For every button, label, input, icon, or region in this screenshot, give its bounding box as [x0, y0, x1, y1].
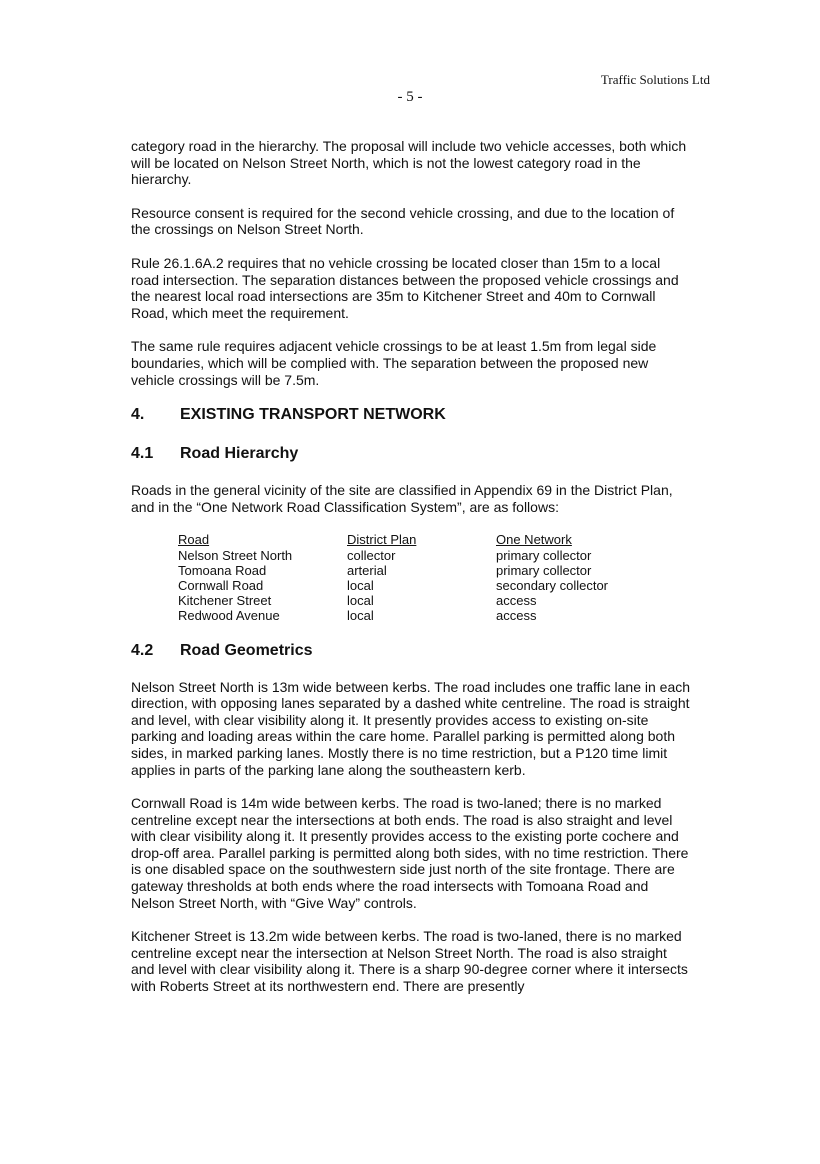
column-header-one-network: One Network [496, 532, 572, 548]
road-hierarchy-table [178, 532, 656, 623]
table-row [178, 608, 656, 623]
table-cell: access [496, 608, 537, 624]
table-cell: local [347, 593, 374, 609]
paragraph: Resource consent is required for the second vehicle crossing, and due to the location of the crossings on Nelson Street North. [131, 204, 675, 238]
table-cell: Cornwall Road [178, 577, 264, 593]
page-number: - 5 - [397, 89, 423, 105]
document-body [131, 138, 691, 1012]
table-row [178, 548, 656, 563]
subsection-number: 4.1 [131, 445, 154, 463]
paragraph: Nelson Street North is 13m wide between kerbs. The road includes one traffic lane in each direction, with opposing lanes separated by a dashed white centreline. The road is straight and level, with clear visibility along it. It presently provides access to existing on-site parking and loading areas within the care home. Parallel parking is permitted along both sides, in marked parking lanes. Mostly there is no time restriction, but a P120 time limit applies in parts of the parking lane along the southeastern kerb. [131, 678, 691, 778]
subsection-heading [131, 444, 691, 464]
company-name: Traffic Solutions Ltd [600, 72, 710, 87]
table-row [178, 593, 656, 608]
table-cell: primary collector [496, 562, 592, 578]
section-title: EXISTING TRANSPORT NETWORK [180, 406, 446, 424]
paragraph: category road in the hierarchy. The proposal will include two vehicle accesses, both which will be located on Nelson Street North, which is not the lowest category road in the hierarchy. [131, 138, 687, 188]
section-number: 4. [131, 406, 145, 424]
table-cell: Nelson Street North [178, 547, 293, 563]
table-cell: Redwood Avenue [178, 608, 280, 624]
subsection-title: Road Hierarchy [180, 445, 299, 463]
subsection-heading [131, 641, 691, 661]
paragraph: Kitchener Street is 13.2m wide between kerbs. The road is two-laned, there is no marked centreline except near the intersection at Nelson Street North. The road is also straight and level with clear visibility along it. There is a sharp 90-degree corner where it intersects with Roberts Street at its northwestern end. There are presently [131, 928, 688, 995]
table-cell: primary collector [496, 547, 592, 563]
table-cell: Tomoana Road [178, 562, 267, 578]
paragraph: The same rule requires adjacent vehicle crossings to be at least 1.5m from legal side boundaries, which will be complied with. The separation between the proposed new vehicle crossings will be 7.5m. [131, 338, 657, 388]
table-cell: Kitchener Street [178, 593, 272, 609]
table-cell: local [347, 608, 374, 624]
column-header-district-plan: District Plan [347, 532, 417, 548]
table-row [178, 578, 656, 593]
table-row [178, 563, 656, 578]
table-cell: arterial [347, 562, 387, 578]
table-cell: collector [347, 547, 396, 563]
paragraph: Rule 26.1.6A.2 requires that no vehicle crossing be located closer than 15m to a local road intersection. The separation distances between the proposed vehicle crossings and the nearest local road intersections are 35m to Kitchener Street and 40m to Cornwall Road, which meet the requirement. [131, 254, 679, 321]
table-header-row [178, 532, 656, 547]
column-header-road: Road [178, 532, 210, 548]
table-cell: local [347, 577, 374, 593]
paragraph: Cornwall Road is 14m wide between kerbs. The road is two-laned; there is no marked centreline except near the intersections at both ends. The road is also straight and level with clear visibility along it. It presently provides access to the existing porte cochere and drop-off area. Parallel parking is permitted along both sides, with no time restriction. There is one disabled space on the southwestern side just north of the site frontage. There are gateway thresholds at both ends where the road intersects with Tomoana Road and Nelson Street North, with “Give Way” controls. [131, 795, 689, 911]
subsection-number: 4.2 [131, 641, 154, 659]
section-heading [131, 405, 691, 425]
subsection-title: Road Geometrics [180, 641, 313, 659]
table-cell: secondary collector [496, 577, 608, 593]
table-cell: access [496, 593, 537, 609]
paragraph: Roads in the general vicinity of the site are classified in Appendix 69 in the District Plan, and in the “One Network Road Classification System”, are as follows: [131, 482, 673, 515]
